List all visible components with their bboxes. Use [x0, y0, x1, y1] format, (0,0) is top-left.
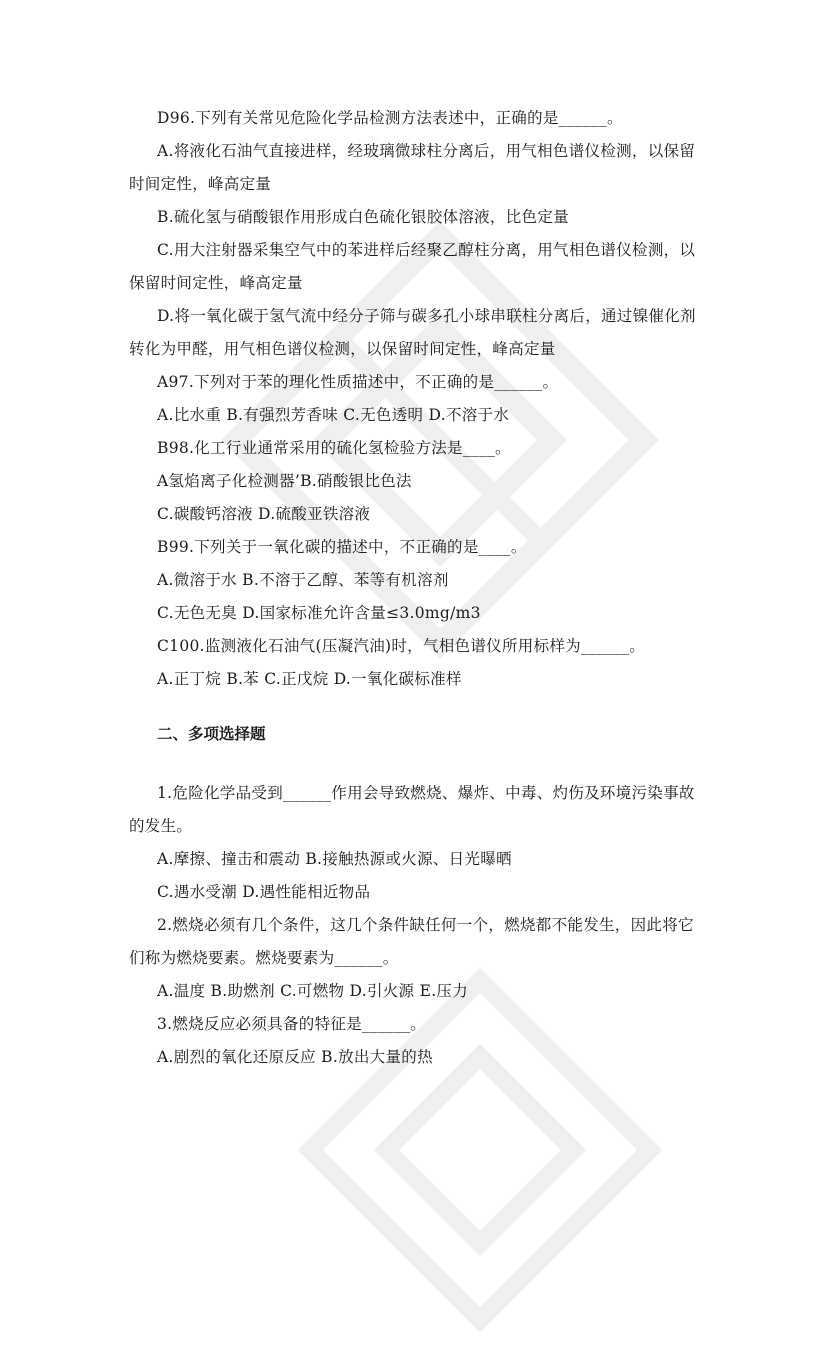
option-text: C.无色无臭 D.国家标准允许含量≤3.0mg/m3 — [157, 604, 481, 622]
option-text: C.用大注射器采集空气中的苯进样后经聚乙醇柱分离，用气相色谱仪检测，以保留时间定性，峰高定量 — [129, 241, 696, 292]
question-b98: B98.化工行业通常采用的硫化氢检验方法是____。 — [157, 439, 511, 457]
question-2: 2.燃烧必须有几个条件，这几个条件缺任何一个，燃烧都不能发生，因此将它们称为燃烧要素。燃烧要素为______。 — [129, 916, 694, 967]
option-text: B.硫化氢与硝酸银作用形成白色硫化银胶体溶液，比色定量 — [157, 208, 569, 226]
option-text: A.微溶于水 B.不溶于乙醇、苯等有机溶剂 — [157, 571, 449, 589]
section-heading: 二、多项选择题 — [157, 725, 266, 743]
option-text: A.正丁烷 B.苯 C.正戊烷 D.一氧化碳标准样 — [157, 670, 462, 688]
option-text: A氢焰离子化检测器’B.硝酸银比色法 — [157, 472, 412, 490]
document-body — [129, 102, 709, 1074]
question-1: 1.危险化学品受到______作用会导致燃烧、爆炸、中毒、灼伤及环境污染事故的发生。 — [129, 784, 695, 835]
question-3: 3.燃烧反应必须具备的特征是______。 — [157, 1015, 427, 1033]
option-text: C.碳酸钙溶液 D.硫酸亚铁溶液 — [157, 505, 371, 523]
option-text: A.比水重 B.有强烈芳香味 C.无色透明 D.不溶于水 — [157, 406, 510, 424]
question-d96: D96.下列有关常见危险化学品检测方法表述中，正确的是______。 — [157, 109, 623, 127]
question-a97: A97.下列对于苯的理化性质描述中，不正确的是______。 — [157, 373, 559, 391]
question-c100: C100.监测液化石油气(压凝汽油)时，气相色谱仪所用标样为______。 — [157, 637, 646, 655]
option-text: A.将液化石油气直接进样，经玻璃微球柱分离后，用气相色谱仪检测，以保留时间定性，峰高定量 — [129, 142, 696, 193]
option-text: C.遇水受潮 D.遇性能相近物品 — [157, 883, 371, 901]
option-text: D.将一氧化碳于氢气流中经分子筛与碳多孔小球串联柱分离后，通过镍催化剂转化为甲醛，用气相色谱仪检测，以保留时间定性，峰高定量 — [129, 307, 696, 358]
option-text: A.摩擦、撞击和震动 B.接触热源或火源、日光曝晒 — [157, 850, 512, 868]
option-text: A.温度 B.助燃剂 C.可燃物 D.引火源 E.压力 — [157, 982, 469, 1000]
option-text: A.剧烈的氧化还原反应 B.放出大量的热 — [157, 1048, 433, 1066]
question-b99: B99.下列关于一氧化碳的描述中，不正确的是____。 — [157, 538, 527, 556]
